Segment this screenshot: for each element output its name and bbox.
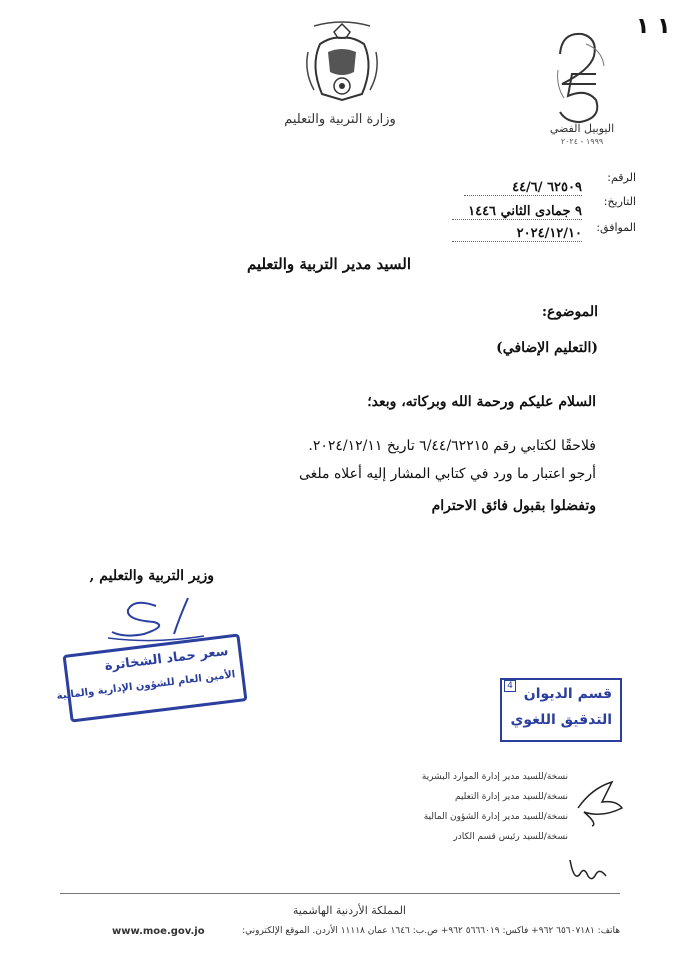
ref-value: ٦٢٥٠٩ /٤٤/٦ [464,180,582,196]
secretary-general-stamp [56,633,248,722]
signatory: وزير التربية والتعليم , [89,568,214,584]
diwan-department-stamp [500,678,622,742]
footer-divider [60,893,620,894]
footer-kingdom: المملكة الأردنية الهاشمية [292,904,406,917]
addressee: السيد مدير التربية والتعليم [246,255,411,273]
initials-scribble-icon [566,852,612,886]
date-value: ٩ جمادى الثاني ١٤٤٦ [452,204,582,220]
stamp-number: 4 [504,680,516,692]
copy-item: نسخة/للسيد رئيس قسم الكادر [453,832,568,842]
corresponding-value: ٢٠٢٤/١٢/١٠ [452,226,582,242]
subject-value: (التعليم الإضافي) [496,340,598,356]
anniversary-years: ١٩٩٩ - ٢٠٢٤ [560,137,604,146]
ministry-name: وزارة التربية والتعليم [284,112,396,127]
date-label: التاريخ: [603,195,636,208]
corner-mark: ١ ١ [636,14,671,39]
stamp-signer-title: الأمين العام للشؤون الإدارية والمالية [56,669,236,703]
body-line-2: أرجو اعتبار ما ورد في كتابي المشار إليه أعلاه ملغى [298,466,596,482]
copy-item: نسخة/للسيد مدير إدارة الشؤون المالية [423,812,568,822]
initials-scribble-icon [572,778,628,828]
stamp-signer-name: سعر حماد الشخاترة [103,643,230,674]
stamp-dept-line-2: التدقيق اللغوي [510,712,612,728]
greeting: السلام عليكم ورحمة الله وبركاته، وبعد؛ [367,394,596,410]
subject-label: الموضوع: [541,304,598,320]
footer-website-link[interactable]: www.moe.gov.jo [112,926,205,937]
closing: وتفضلوا بقبول فائق الاحترام [431,498,596,514]
anniversary-logo-text: اليوبيل الفضي [549,122,615,135]
anniversary-25-logo-icon [546,26,616,126]
copy-item: نسخة/للسيد مدير إدارة الموارد البشرية [421,772,568,782]
copy-item: نسخة/للسيد مدير إدارة التعليم [454,792,568,802]
corresponding-label: الموافق: [596,221,636,234]
footer-contact: هاتف: ٦٥٦٠٧١٨١ ٩٦٢+ فاكس: ٥٦٦٦٠١٩ ٩٦٢+ ص.ب: ١٦٤٦ عمان ١١١١٨ الأردن. الموقع الإلكتروني: [242,926,620,936]
stamp-dept-line-1: قسم الديوان [523,686,612,702]
coat-of-arms-icon [300,16,384,108]
body-line-1: فلاحقًا لكتابي رقم ٦/٤٤/٦٢٢١٥ تاريخ ٢٠٢٤/١٢/١١. [308,438,596,454]
ref-label: الرقم: [607,171,636,184]
